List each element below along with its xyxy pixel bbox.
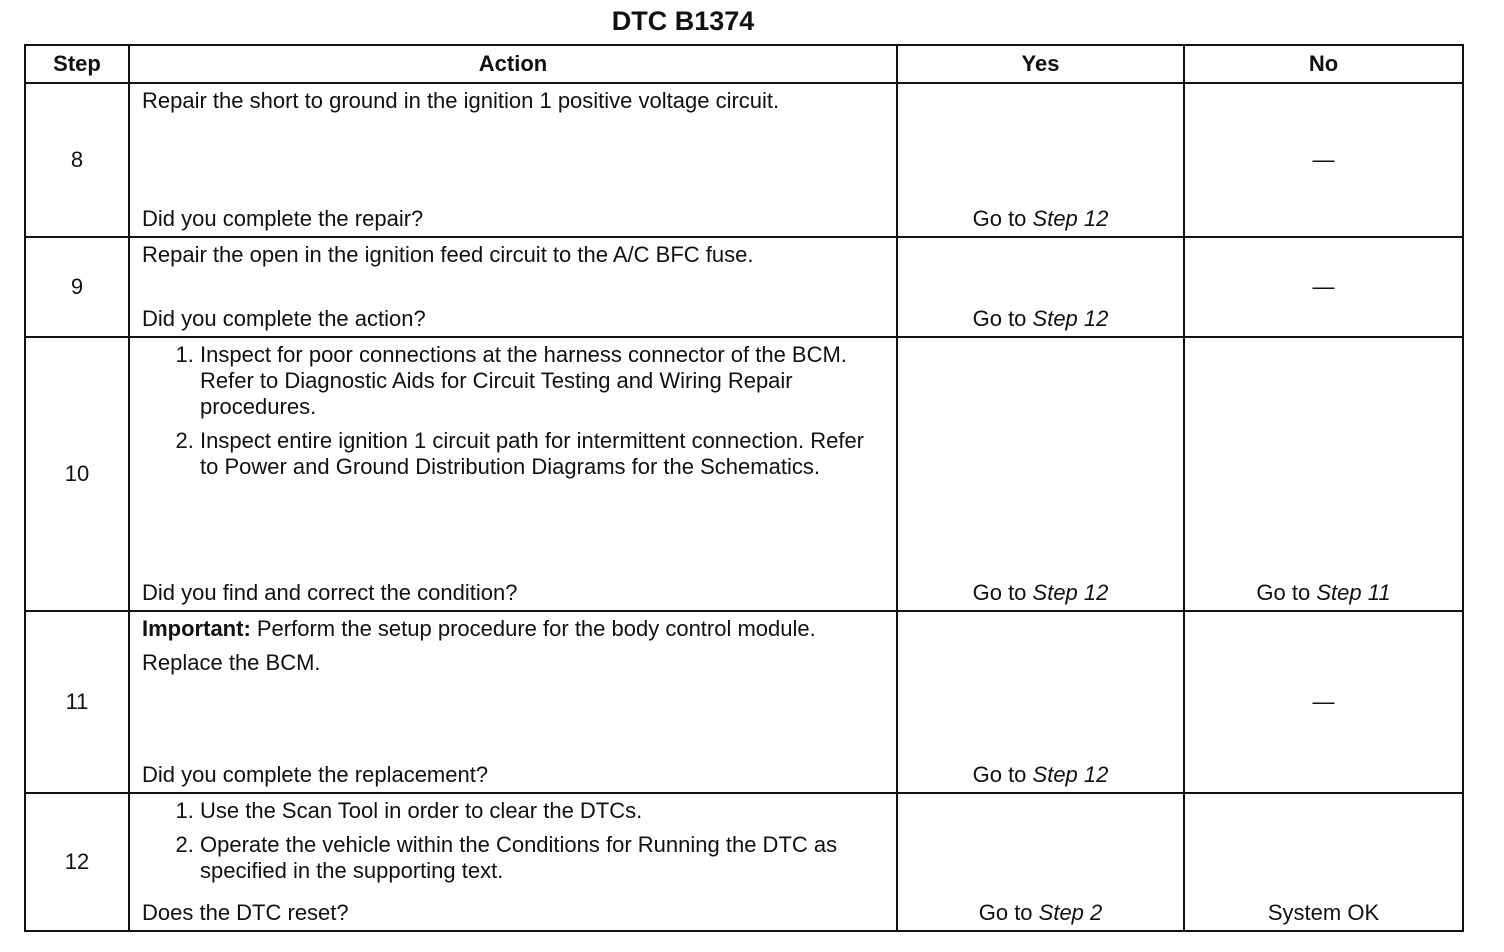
table-row — [25, 237, 1463, 337]
yes-result — [898, 306, 1183, 332]
yes-result — [898, 762, 1183, 788]
no-result-dash: — — [1312, 147, 1335, 172]
action-cell — [129, 83, 897, 237]
list-item: 2. Operate the vehicle within the Conditions for Running the DTC as specified in the supporting text. — [200, 832, 888, 884]
action-text: Repair the short to ground in the ignition 1 positive voltage circuit. — [142, 88, 780, 113]
action-text: Repair the open in the ignition feed circuit to the A/C BFC fuse. — [142, 242, 754, 267]
step-number: 10 — [25, 337, 129, 611]
goto-prefix: Go to — [972, 580, 1033, 605]
no-result — [1185, 580, 1462, 606]
header-yes: Yes — [897, 45, 1184, 83]
list-item: 1. Use the Scan Tool in order to clear the DTCs. — [200, 798, 888, 824]
action-question: Did you complete the action? — [142, 306, 426, 331]
action-question: Did you complete the repair? — [142, 206, 424, 231]
step-reference: Step 12 — [1032, 762, 1109, 787]
goto-prefix: Go to — [972, 306, 1033, 331]
action-question: Does the DTC reset? — [142, 900, 349, 925]
list-item: 1. Inspect for poor connections at the harness connector of the BCM. Refer to Diagnostic Aids for Circuit Testing and Wiring Repair procedures. — [200, 342, 888, 420]
step-reference: Step 12 — [1032, 580, 1109, 605]
action-cell — [129, 237, 897, 337]
yes-result — [898, 900, 1183, 926]
header-no: No — [1184, 45, 1463, 83]
goto-prefix: Go to — [978, 900, 1039, 925]
action-question: Did you find and correct the condition? — [142, 580, 518, 605]
yes-cell — [897, 337, 1184, 611]
yes-cell — [897, 237, 1184, 337]
step-number: 12 — [25, 793, 129, 931]
goto-prefix: Go to — [972, 762, 1033, 787]
step-reference: Step 12 — [1032, 206, 1109, 231]
header-row — [25, 45, 1463, 83]
action-text: Replace the BCM. — [142, 650, 321, 675]
yes-cell — [897, 793, 1184, 931]
no-result-dash: — — [1312, 274, 1335, 299]
action-steps-list — [142, 342, 888, 480]
important-label: Important: — [142, 616, 251, 641]
no-result-dash: — — [1312, 689, 1335, 714]
list-item: 2. Inspect entire ignition 1 circuit path for intermittent connection. Refer to Power and Ground Distribution Diagrams for the Schematics. — [200, 428, 888, 480]
no-result: System OK — [1267, 900, 1380, 925]
diagnostic-table — [24, 44, 1464, 932]
step-number: 11 — [25, 611, 129, 793]
important-text: Perform the setup procedure for the body control module. — [250, 616, 816, 641]
yes-result — [898, 580, 1183, 606]
no-cell — [1184, 237, 1463, 337]
yes-cell — [897, 83, 1184, 237]
step-reference: Step 12 — [1032, 306, 1109, 331]
action-cell — [129, 793, 897, 931]
step-number: 8 — [25, 83, 129, 237]
no-cell — [1184, 611, 1463, 793]
header-action: Action — [129, 45, 897, 83]
important-note — [142, 616, 888, 642]
action-cell — [129, 611, 897, 793]
table-row — [25, 83, 1463, 237]
header-step: Step — [25, 45, 129, 83]
yes-result — [898, 206, 1183, 232]
action-steps-list — [142, 798, 888, 884]
no-cell — [1184, 337, 1463, 611]
no-cell — [1184, 83, 1463, 237]
goto-prefix: Go to — [972, 206, 1033, 231]
step-reference: Step 2 — [1038, 900, 1103, 925]
yes-cell — [897, 611, 1184, 793]
table-row — [25, 337, 1463, 611]
step-number: 9 — [25, 237, 129, 337]
table-row — [25, 611, 1463, 793]
step-reference: Step 11 — [1316, 580, 1391, 605]
page-title: DTC B1374 — [611, 6, 755, 36]
goto-prefix: Go to — [1256, 580, 1317, 605]
action-cell — [129, 337, 897, 611]
action-question: Did you complete the replacement? — [142, 762, 489, 787]
table-row — [25, 793, 1463, 931]
no-cell — [1184, 793, 1463, 931]
